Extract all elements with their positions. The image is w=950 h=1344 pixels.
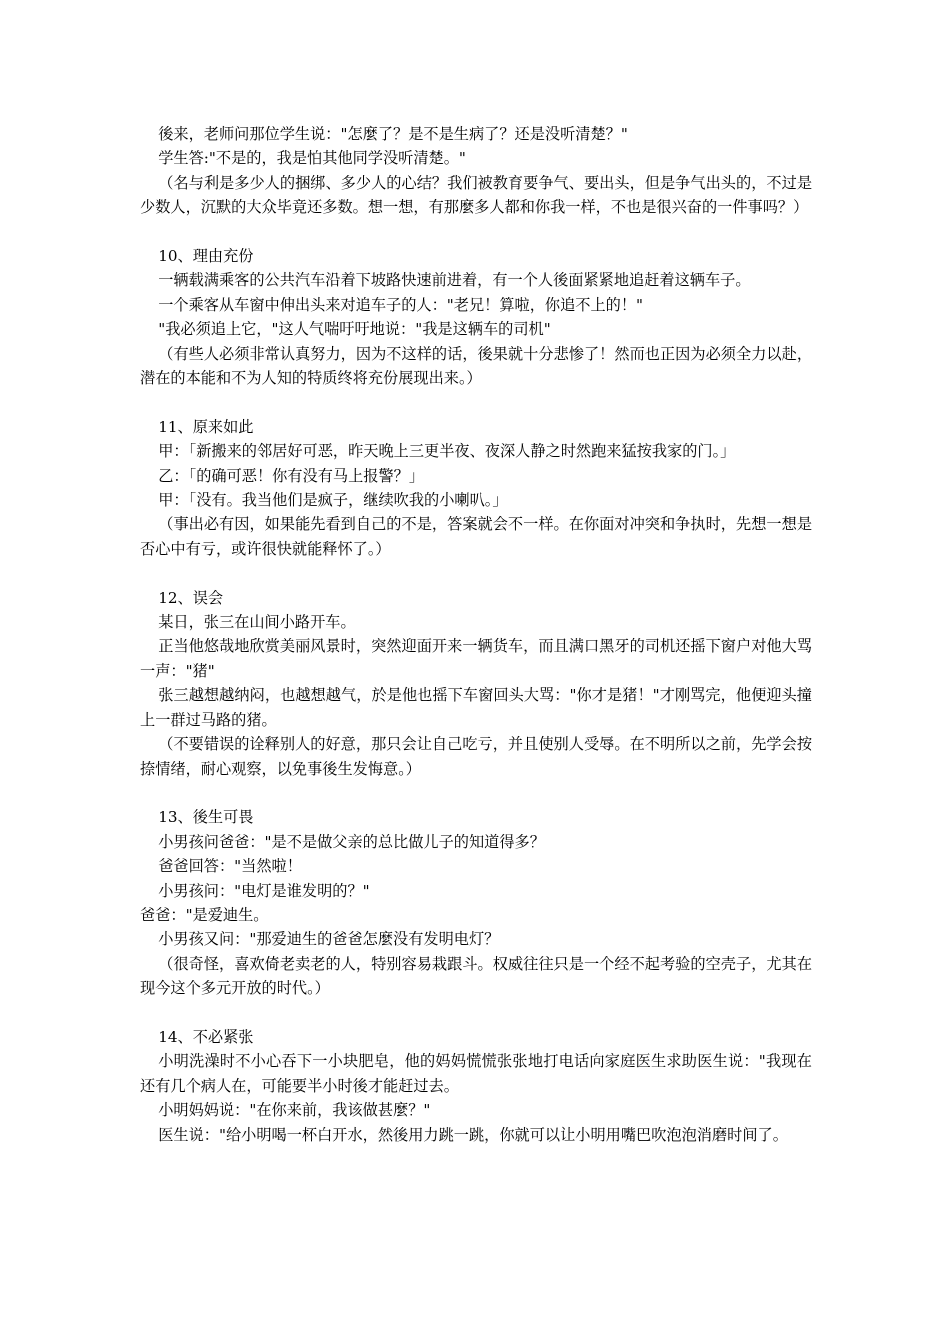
story-12 [140,586,812,781]
paragraph: 爸爸："是爱迪生。 [140,905,269,924]
document-page [140,122,812,1171]
paragraph: 正当他悠哉地欣赏美丽风景时，突然迎面开来一辆货车，而且满口黑牙的司机还摇下窗户对他大骂一声："猪" [140,637,812,680]
paragraph: 小男孩又问："那爱迪生的爸爸怎麼没有发明电灯？ [158,930,500,949]
story-11 [140,415,812,561]
paragraph: 小男孩问："电灯是谁发明的？" [158,881,370,900]
paragraph: 一个乘客从车窗中伸出头来对追车子的人："老兄！算啦，你追不上的！" [158,295,644,314]
moral-paragraph: （很奇怪，喜欢倚老卖老的人，特别容易栽跟斗。权威往往只是一个经不起考验的空壳子，尤其在现今这个多元开放的时代。） [140,954,812,998]
story-heading: 11、原来如此 [158,417,254,436]
story-heading: 12、误会 [158,588,224,607]
paragraph: 甲：「新搬来的邻居好可恶，昨天晚上三更半夜、夜深人静之时然跑来猛按我家的门。」 [158,442,736,461]
story-10 [140,244,812,390]
paragraph: 小明妈妈说："在你来前，我该做甚麼？" [158,1101,431,1120]
paragraph: 某日，张三在山间小路开车。 [158,613,356,632]
paragraph: 爸爸回答："当然啦！ [158,857,302,876]
paragraph: "我必须追上它，"这人气喘吁吁地说："我是这辆车的司机" [158,320,551,339]
paragraph: 医生说："给小明喝一杯白开水，然後用力跳一跳，你就可以让小明用嘴巴吹泡泡消磨时间了。 [158,1125,788,1144]
paragraph: 一辆载满乘客的公共汽车沿着下坡路快速前进着，有一个人後面紧紧地追赶着这辆车子。 [158,271,751,290]
paragraph: 甲：「没有。我当他们是疯子，继续吹我的小喇叭。」 [158,491,508,510]
paragraph: 乙：「的确可恶！你有没有马上报警？」 [158,466,425,485]
paragraph: 学生答:"不是的，我是怕其他同学没听清楚。" [158,149,466,168]
moral-paragraph: （有些人必须非常认真努力，因为不这样的话，後果就十分悲惨了！然而也正因为必须全力以赴，潜在的本能和不为人知的特质终将充份展现出来。） [140,344,812,388]
story-14 [140,1025,812,1147]
story-heading: 14、不必紧张 [158,1027,254,1046]
moral-paragraph: （不要错误的诠释别人的好意，那只会让自己吃亏，并且使别人受辱。在不明所以之前，先学会按捺情绪，耐心观察，以免事後生发悔意。） [140,735,812,778]
story-heading: 10、理由充份 [158,247,254,266]
paragraph: 小男孩问爸爸："是不是做父亲的总比做儿子的知道得多？ [158,832,545,851]
paragraph: 後来，老师问那位学生说："怎麼了？是不是生病了？还是没听清楚？" [158,125,628,143]
paragraph: 小明洗澡时不小心吞下一小块肥皂，他的妈妈慌慌张张地打电话向家庭医生求助医生说："我现在还有几个病人在，可能要半小时後才能赶过去。 [140,1052,812,1095]
story-13 [140,805,812,1000]
moral-paragraph: （事出必有因，如果能先看到自己的不是，答案就会不一样。在你面对冲突和争执时，先想一想是否心中有亏，或许很快就能释怀了。） [140,515,812,558]
paragraph: 张三越想越纳闷，也越想越气，於是他也摇下车窗回头大骂："你才是猪！"才刚骂完，他便迎头撞上一群过马路的猪。 [140,686,812,729]
moral-paragraph: （名与利是多少人的捆绑、多少人的心结？我们被教育要争气、要出头，但是争气出头的，不过是少数人，沉默的大众毕竟还多数。想一想，有那麼多人都和你我一样，不也是很兴奋的一件事吗？） [140,173,812,217]
story-heading: 13、後生可畏 [158,808,254,827]
story-9-ending [140,122,812,220]
